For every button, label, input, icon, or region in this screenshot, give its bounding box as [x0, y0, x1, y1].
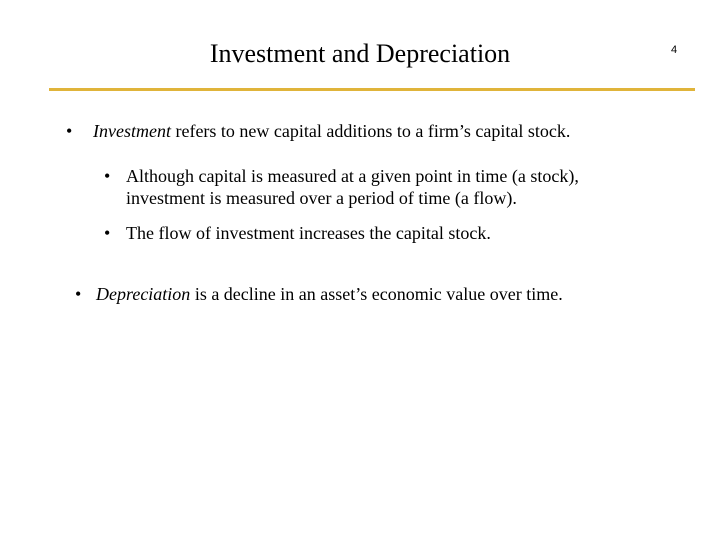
bullet-body: is a decline in an asset’s economic value over time.	[190, 284, 563, 304]
title-divider	[49, 88, 695, 91]
bullet-line-1: Although capital is measured at a given point in time (a stock),	[126, 166, 579, 186]
term-depreciation: Depreciation	[96, 284, 191, 304]
bullet-text	[93, 120, 570, 142]
bullet-text: The flow of investment increases the capital stock.	[126, 223, 491, 243]
page-number: 4	[671, 44, 678, 56]
bullet-body: refers to new capital additions to a firm’s capital stock.	[170, 121, 571, 141]
bullet-dot-icon: •	[104, 166, 111, 186]
bullet-dot-icon: •	[66, 121, 73, 141]
term-investment: Investment	[93, 121, 171, 141]
bullet-text	[96, 283, 563, 305]
slide-title: Investment and Depreciation	[209, 39, 511, 68]
bullet-line-2: investment is measured over a period of time (a flow).	[126, 188, 517, 208]
bullet-dot-icon: •	[75, 284, 82, 304]
bullet-text	[126, 165, 579, 209]
bullet-dot-icon: •	[104, 223, 111, 243]
